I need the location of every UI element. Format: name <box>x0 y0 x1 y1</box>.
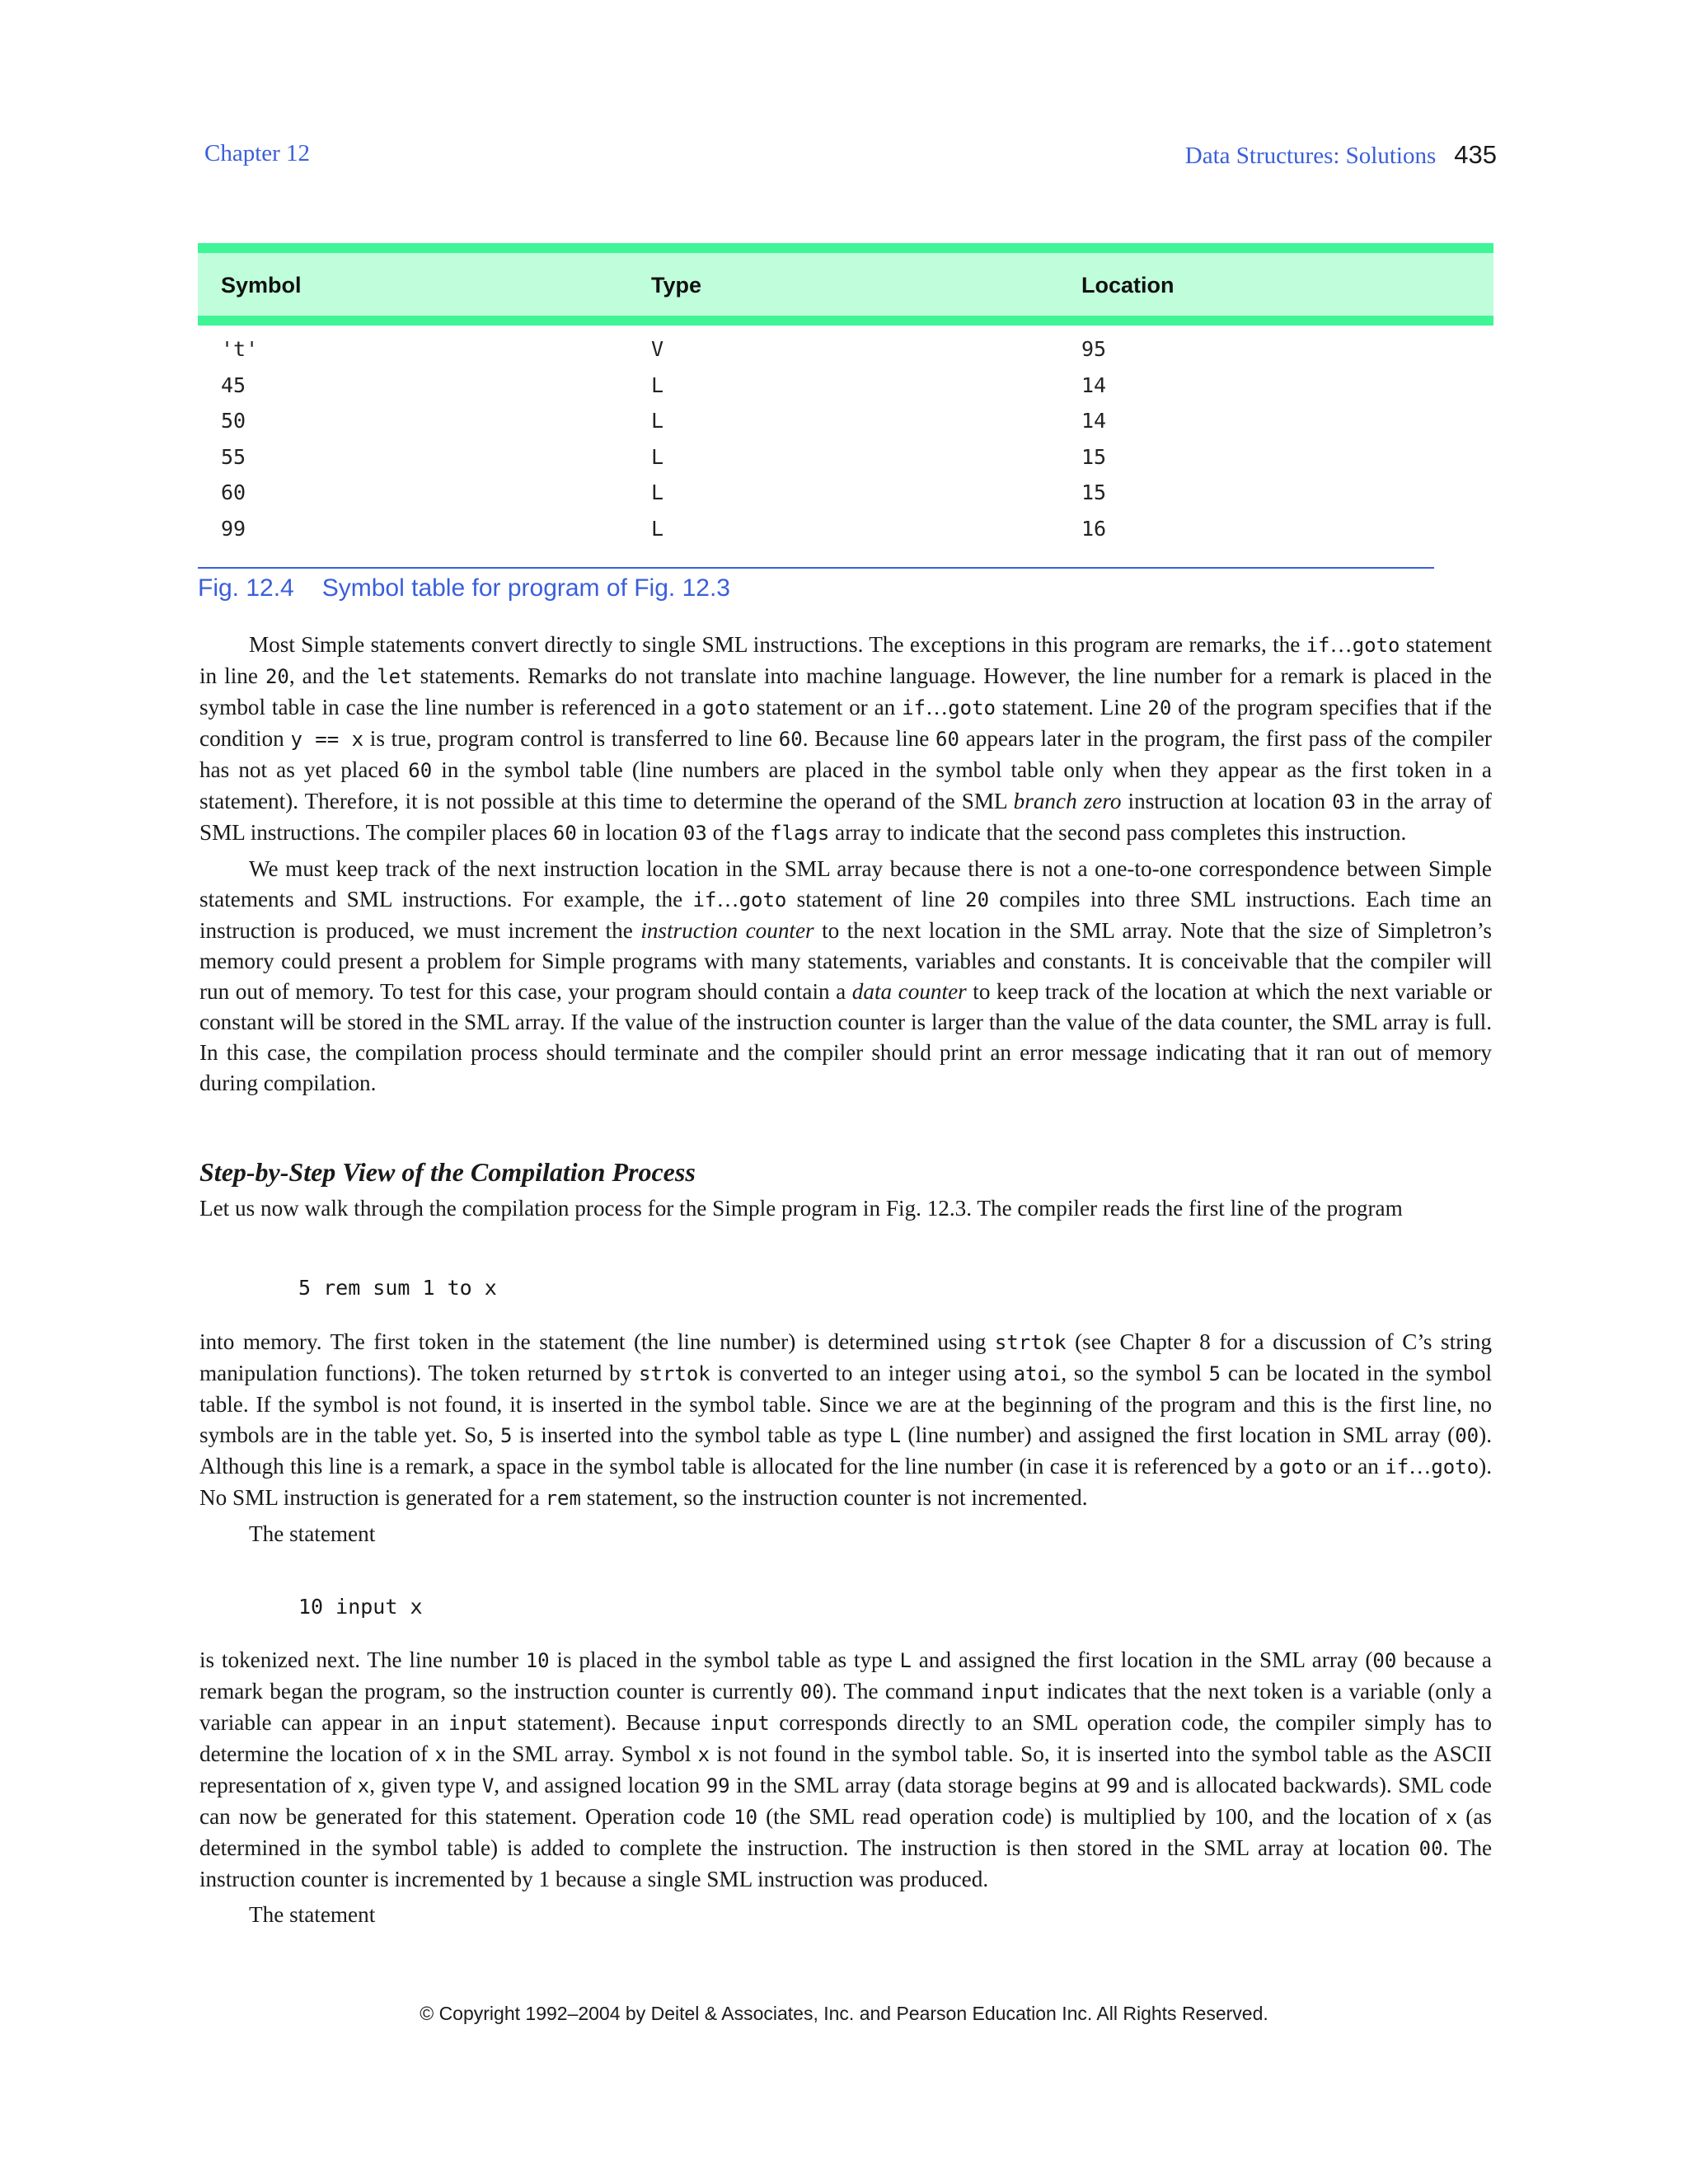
table-row <box>198 476 1493 512</box>
chapter-label: Chapter 12 <box>204 140 311 166</box>
paragraph-6: is tokenized next. The line number 10 is placed in the symbol table as type L and assigned the first location in the SML array (00 because a remark began the program, so the instruction counter is currently 00). The command input indicates that the next token is a variable (only a variable can appear in an input statement). Because input corresponds directly to an SML operation code, the compiler simply has to determine the location of x in the SML array. Symbol x is not found in the symbol table. So, it is inserted into the symbol table as the ASCII representation of x, given type V, and assigned location 99 in the SML array (data storage begins at 99 and is allocated backwards). SML code can now be generated for this statement. Operation code 10 (the SML read operation code) is multiplied by 100, and the location of x (as determined in the symbol table) is added to complete the instruction. The instruction is then stored in the SML array at location 00. The instruction counter is incremented by 1 because a single SML instruction was produced. <box>199 1647 1493 1891</box>
paragraph-3-block <box>199 1193 1492 1224</box>
cell-type: L <box>651 373 664 397</box>
table-row <box>198 440 1493 476</box>
column-header-type: Type <box>651 273 702 298</box>
cell-symbol: 't' <box>221 337 259 361</box>
section-running-title: Data Structures: Solutions <box>1184 143 1437 169</box>
table-row <box>198 332 1493 368</box>
cell-location: 14 <box>1081 409 1107 434</box>
paragraph-5: The statement <box>249 1521 376 1546</box>
paragraph-4: into memory. The first token in the statement (the line number) is determined using strtok (see Chapter 8 for a discussion of C’s string manipulation functions). The token returned by strtok is converted to an integer using atoi, so the symbol 5 can be located in the symbol table. If the symbol is not found, it is inserted in the symbol table. Since we are at the beginning of the program and this is the first line, no symbols are in the table yet. So, 5 is inserted into the symbol table as type L (line number) and assigned the first location in SML array (00). Although this line is a remark, a space in the symbol table is allocated for the line number (in case it is referenced by a goto or an if…goto). No SML instruction is generated for a rem statement, so the instruction counter is not incremented. <box>199 1329 1493 1510</box>
figure-number: Fig. 12.4 <box>198 574 294 602</box>
code-line-2: 10 input x <box>298 1595 423 1619</box>
table-row <box>198 368 1493 405</box>
cell-location: 16 <box>1081 516 1107 541</box>
paragraph-1: Most Simple statements convert directly to single SML instructions. The exceptions in this program are remarks, the if…goto statement in line 20, and the let statements. Remarks do not translate into machine language. However, the line number for a remark is placed in the symbol table in case the line number is referenced in a goto statement or an if…goto statement. Line 20 of the program specifies that if the condition y == x is true, program control is transferred to line 60. Because line 60 appears later in the program, the first pass of the compiler has not as yet placed 60 in the symbol table (line numbers are placed in the symbol table only when they appear as the first token in a statement). Therefore, it is not possible at this time to determine the operand of the SML branch zero instruction at location 03 in the array of SML instructions. The compiler places 60 in location 03 of the flags array to indicate that the second pass completes this instruction. <box>199 632 1492 845</box>
cell-location: 15 <box>1081 480 1107 505</box>
cell-symbol: 55 <box>221 444 246 469</box>
page-number: 435 <box>1454 140 1497 169</box>
cell-type: L <box>651 516 664 541</box>
paragraph-6-block <box>199 1645 1492 1930</box>
symbol-table-body <box>198 326 1493 548</box>
paragraph-2: We must keep track of the next instruction location in the SML array because there is not a one-to-one correspondence between Simple statements and SML instructions. For example, the if…goto statement of line 20 compiles into three SML instructions. Each time an instruction is produced, we must increment the instruction counter to the next location in the SML array. Note that the size of Simpletron’s memory could present a problem for Simple programs with many statements, variables and constants. It is conceivable that the compiler will run out of memory. To test for this case, your program should contain a data counter to keep track of the location at which the next variable or constant will be stored in the SML array. If the value of the instruction counter is larger than the value of the data counter, the SML array is full. In this case, the compilation process should terminate and the compiler should print an error message indicating that it ran out of memory during compilation. <box>199 856 1492 1095</box>
body-text-upper <box>199 630 1492 1099</box>
symbol-table <box>198 243 1493 548</box>
page-header <box>0 140 1688 173</box>
section-heading: Step-by-Step View of the Compilation Process <box>199 1157 696 1187</box>
column-header-location: Location <box>1081 273 1175 298</box>
table-row <box>198 404 1493 440</box>
cell-location: 14 <box>1081 373 1107 397</box>
cell-type: V <box>651 337 664 361</box>
figure-caption-rule <box>198 567 1434 569</box>
cell-type: L <box>651 480 664 505</box>
cell-symbol: 45 <box>221 373 246 397</box>
cell-location: 95 <box>1081 337 1107 361</box>
table-row <box>198 512 1493 548</box>
cell-type: L <box>651 444 664 469</box>
figure-caption <box>198 574 730 602</box>
cell-symbol: 60 <box>221 480 246 505</box>
cell-location: 15 <box>1081 444 1107 469</box>
figure-caption-text: Symbol table for program of Fig. 12.3 <box>321 574 730 602</box>
code-line-1: 5 rem sum 1 to x <box>298 1276 497 1300</box>
paragraph-7: The statement <box>249 1902 376 1927</box>
column-header-symbol: Symbol <box>221 273 302 298</box>
symbol-table-header <box>198 243 1493 326</box>
cell-type: L <box>651 409 664 434</box>
paragraph-3: Let us now walk through the compilation process for the Simple program in Fig. 12.3. The compiler reads the first line of the program <box>199 1196 1403 1221</box>
paragraph-4-block <box>199 1327 1492 1549</box>
cell-symbol: 50 <box>221 409 246 434</box>
cell-symbol: 99 <box>221 516 246 541</box>
running-title <box>1185 140 1497 170</box>
copyright-footer: © Copyright 1992–2004 by Deitel & Associates, Inc. and Pearson Education Inc. All Rights Reserved. <box>420 2003 1268 2024</box>
